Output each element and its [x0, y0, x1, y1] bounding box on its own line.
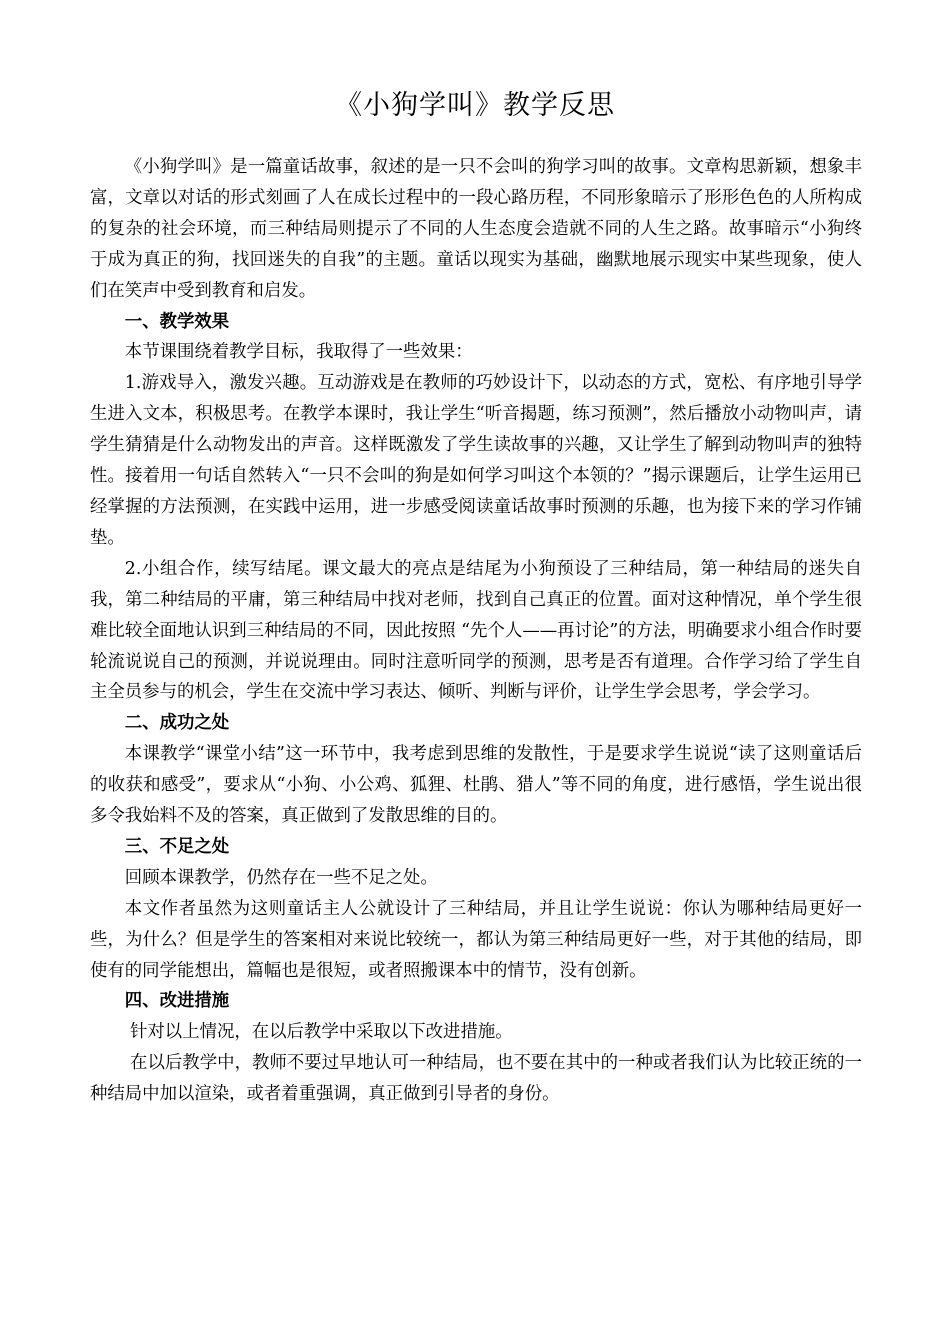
paragraph: 本文作者虽然为这则童话主人公就设计了三种结局，并且让学生说说：你认为哪种结局更好一些，为什么？但是学生的答案相对来说比较统一，都认为第三种结局更好一些，对于其他的结局，即使有的同学能想出，篇幅也是很短，或者照搬课本中的情节，没有创新。 [90, 898, 862, 981]
paragraph: 本课教学“课堂小结”这一环节中，我考虑到思维的发散性，于是要求学生说说“读了这则童话后的收获和感受”，要求从“小狗、小公鸡、狐狸、杜鹃、猎人”等不同的角度，进行感悟，学生说出很多令我始料不及的答案，真正做到了发散思维的目的。 [90, 744, 862, 827]
paragraph: 回顾本课教学，仍然存在一些不足之处。 [124, 867, 438, 888]
paragraph: 在以后教学中，教师不要过早地认可一种结局，也不要在其中的一种或者我们认为比较正统的一种结局中加以渲染，或者着重强调，真正做到引导者的身份。 [90, 1053, 862, 1105]
document-title: 《小狗学叫》教学反思 [335, 90, 615, 121]
intro-paragraph: 《小狗学叫》是一篇童话故事，叙述的是一只不会叫的狗学习叫的故事。文章构思新颖，想象丰富，文章以对话的形式刻画了人在成长过程中的一段心路历程，不同形象暗示了形形色色的人所构成的复杂的社会环境，而三种结局则提示了不同的人生态度会造就不同的人生之路。故事暗示“小狗终于成为真正的狗，找回迷失的自我”的主题。童话以现实为基础，幽默地展示现实中某些现象，使人们在笑声中受到教育和启发。 [90, 157, 862, 301]
paragraph: 1.游戏导入，激发兴趣。互动游戏是在教师的巧妙设计下，以动态的方式，宽松、有序地引导学生进入文本，积极思考。在教学本课时，我让学生“听音揭题，练习预测”，然后播放小动物叫声，请学生猜猜是什么动物发出的声音。这样既激发了学生读故事的兴趣，又让学生了解到动物叫声的独特性。接着用一句话自然转入“一只不会叫的狗是如何学习叫这个本领的？”揭示课题后，让学生运用已经掌握的方法预测，在实践中运用，进一步感受阅读童话故事时预测的乐趣，也为接下来的学习作铺垫。 [90, 373, 862, 548]
section-heading-improvements: 四、改进措施 [124, 991, 230, 1012]
paragraph: 针对以上情况，在以后教学中采取以下改进措施。 [130, 1022, 513, 1043]
document-body [90, 152, 862, 1110]
paragraph: 本节课围绕着教学目标，我取得了一些效果： [124, 342, 473, 363]
section-heading-shortcomings: 三、不足之处 [124, 836, 230, 857]
section-heading-teaching-effect: 一、教学效果 [124, 311, 230, 332]
section-heading-successes: 二、成功之处 [124, 713, 230, 734]
paragraph: 2.小组合作，续写结尾。课文最大的亮点是结尾为小狗预设了三种结局，第一种结局的迷失自我，第二种结局的平庸，第三种结局中找对老师，找到自己真正的位置。面对这种情况，单个学生很难比较全面地认识到三种结局的不同，因此按照 “先个人——再讨论”的方法，明确要求小组合作时要轮流说说自己的预测，并说说理由。同时注意听同学的预测，思考是否有道理。合作学习给了学生自主全员参与的机会，学生在交流中学习表达、倾听、判断与评价，让学生学会思考，学会学习。 [90, 558, 862, 703]
